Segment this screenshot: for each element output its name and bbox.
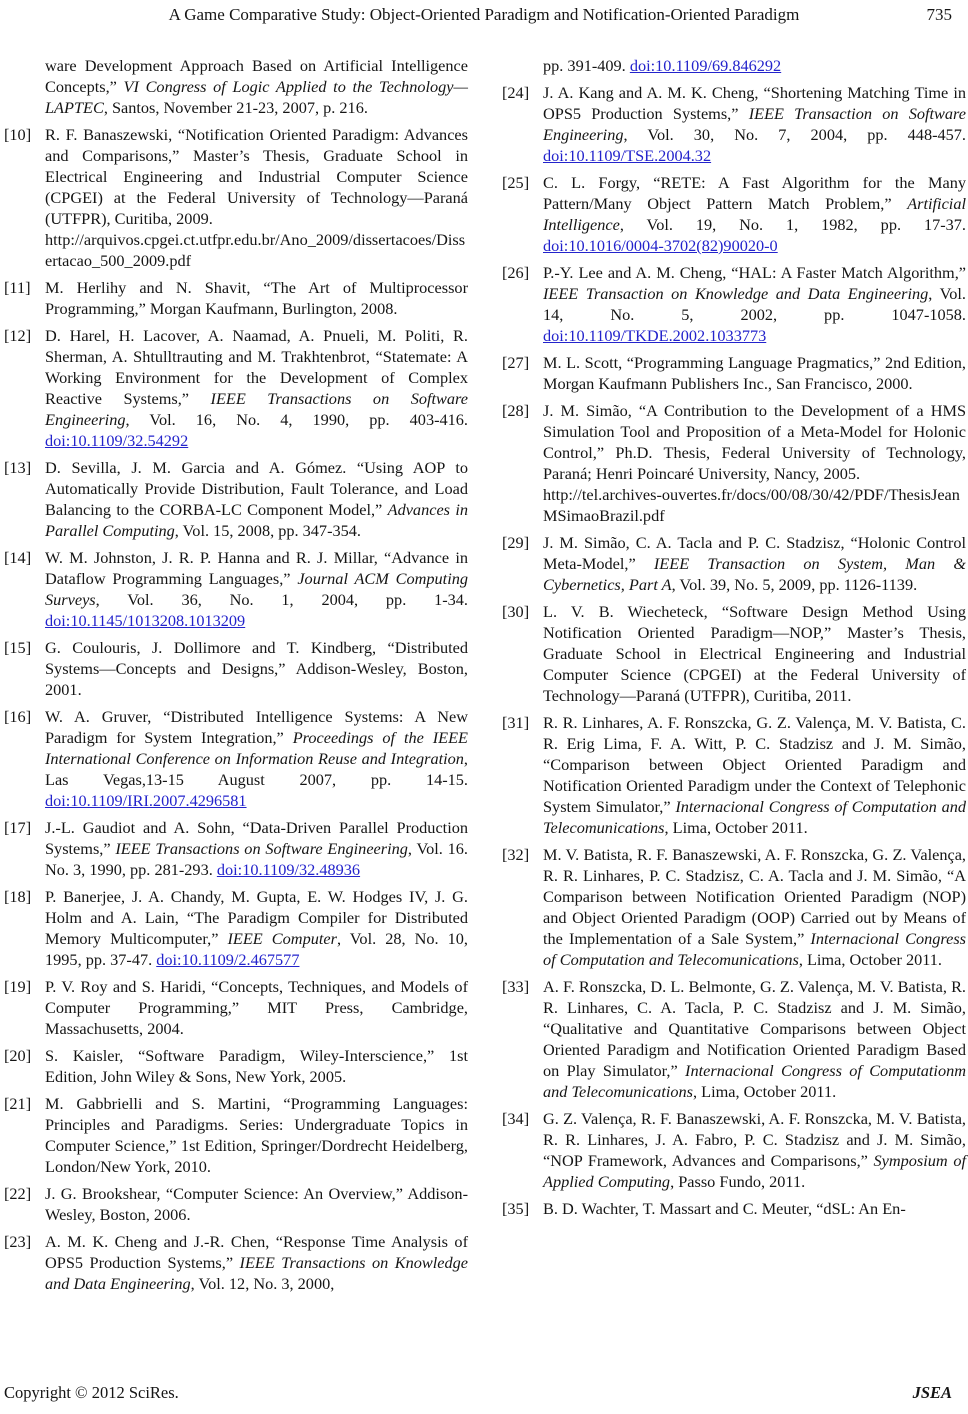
reference-item xyxy=(4,325,468,451)
venue-name: Advances in Parallel Computing xyxy=(45,500,468,540)
venue-name: Proceedings of the IEEE International Conference on Information Reuse and Integration xyxy=(45,728,468,768)
reference-number: [22] xyxy=(4,1184,32,1203)
reference-run: , Vol. 12, No. 3, 2000, xyxy=(190,1274,335,1293)
reference-number: [25] xyxy=(502,173,530,192)
reference-text xyxy=(543,976,966,1102)
venue-name: IEEE Transactions on Knowledge and Data Engineering xyxy=(45,1253,468,1293)
reference-item xyxy=(502,532,966,595)
reference-item xyxy=(502,82,966,166)
reference-run: M. Herlihy and N. Shavit, “The Art of Multiprocessor Programming,” Morgan Kaufmann, Burlington, 2008. xyxy=(45,278,468,318)
reference-run: W. M. Johnston, J. R. P. Hanna and R. J. Millar, “Advance in Dataflow Programming Languages,” xyxy=(45,548,468,588)
reference-run: A. M. K. Cheng and J.-R. Chen, “Response Time Analysis of OPS5 Production Systems,” xyxy=(45,1232,468,1272)
page-header xyxy=(0,5,968,31)
reference-text xyxy=(45,55,468,118)
url-text: http://tel.archives-ouvertes.fr/docs/00/08/30/42/PDF/ThesisJeanMSimaoBrazil.pdf xyxy=(543,485,960,525)
reference-number: [24] xyxy=(502,83,530,102)
references-column-left xyxy=(4,55,468,1300)
reference-run: S. Kaisler, “Software Paradigm, Wiley-Interscience,” 1st Edition, John Wiley & Sons, New York, 2005. xyxy=(45,1046,468,1086)
reference-run: D. Sevilla, J. M. Garcia and A. Gómez. “Using AOP to Automatically Provide Distribution, Fault Tolerance, and Load Balancing to the CORBA-LC Component Model,” xyxy=(45,458,468,519)
reference-text xyxy=(45,1045,468,1087)
reference-run: J. M. Simão, “A Contribution to the Development of a HMS Simulation Tool and Proposition of a Meta-Model for Holonic Control,” Ph.D. Thesis, Federal University of Technology, Paraná; Henri Poincaré University, Nancy, 2005. xyxy=(543,401,966,483)
reference-continuation xyxy=(502,55,966,76)
reference-item xyxy=(502,601,966,706)
reference-number: [17] xyxy=(4,818,32,837)
reference-number: [10] xyxy=(4,125,32,144)
reference-run: P. V. Roy and S. Haridi, “Concepts, Techniques, and Models of Computer Programming,” MIT Press, Cambridge, Massachusetts, 2004. xyxy=(45,977,468,1038)
reference-item xyxy=(4,1183,468,1225)
reference-text xyxy=(45,325,468,451)
reference-item xyxy=(4,277,468,319)
doi-link[interactable]: doi:10.1109/69.846292 xyxy=(629,56,782,75)
reference-item xyxy=(4,124,468,271)
venue-name: IEEE Transactions on Software Engineering xyxy=(115,839,408,858)
doi-link[interactable]: doi:10.1109/32.48936 xyxy=(216,860,361,879)
reference-item xyxy=(502,262,966,346)
reference-item xyxy=(502,1198,966,1219)
reference-run: M. L. Scott, “Programming Language Pragmatics,” 2nd Edition, Morgan Kaufmann Publishers Inc., San Francisco, 2000. xyxy=(543,353,966,393)
reference-number: [27] xyxy=(502,353,530,372)
copyright-notice: Copyright © 2012 SciRes. xyxy=(4,1383,179,1402)
reference-run: , Santos, November 21-23, 2007, p. 216. xyxy=(103,98,368,117)
doi-link[interactable]: doi:10.1109/32.54292 xyxy=(45,431,189,450)
reference-run: P.-Y. Lee and A. M. Cheng, “HAL: A Faster Match Algorithm,” xyxy=(543,263,966,282)
page-number: 735 xyxy=(926,5,952,24)
reference-item xyxy=(502,712,966,838)
reference-text xyxy=(543,1198,966,1219)
reference-run: G. Z. Valença, R. F. Banaszewski, A. F. Ronszcka, M. V. Batista, R. R. Linhares, J. A. Fabro, P. C. Stadzisz and J. M. Simão, “NOP Framework, Advances and Comparisons,” xyxy=(543,1109,966,1170)
venue-name: Symposium of Applied Computing xyxy=(543,1151,966,1191)
references-column-right xyxy=(502,55,966,1225)
reference-continuation xyxy=(4,55,468,118)
reference-number: [29] xyxy=(502,533,530,552)
reference-number: [21] xyxy=(4,1094,32,1113)
reference-item xyxy=(4,706,468,811)
reference-run: L. V. B. Wiecheteck, “Software Design Method Using Notification Oriented Paradigm—NOP,” Master’s Thesis, Graduate School in Electrical Engineering and Industrial Computer Science (CPGEI) at the Federal University of Technology—Paraná (UTFPR), Curitiba, 2011. xyxy=(543,602,966,705)
reference-item xyxy=(502,1108,966,1192)
reference-text xyxy=(45,976,468,1039)
reference-number: [30] xyxy=(502,602,530,621)
reference-run: J. G. Brookshear, “Computer Science: An Overview,” Addison-Wesley, Boston, 2006. xyxy=(45,1184,468,1224)
reference-text xyxy=(45,457,468,541)
reference-item xyxy=(4,976,468,1039)
reference-number: [13] xyxy=(4,458,32,477)
venue-name: VI Congress of Logic Applied to the Technology—LAPTEC xyxy=(45,77,468,117)
venue-name: Journal ACM Computing Surveys xyxy=(45,569,469,609)
reference-item xyxy=(4,637,468,700)
doi-link[interactable]: doi:10.1109/2.467577 xyxy=(156,950,300,969)
reference-number: [31] xyxy=(502,713,530,732)
reference-number: [33] xyxy=(502,977,530,996)
reference-text xyxy=(543,532,966,595)
page-footer xyxy=(4,1383,952,1403)
reference-text xyxy=(543,844,966,970)
reference-item xyxy=(4,1045,468,1087)
reference-run: M. V. Batista, R. F. Banaszewski, A. F. Ronszcka, G. Z. Valença, R. R. Linhares, P. C. Stadzisz, C. A. Tacla and J. M. Simão, “A Comparison between Notification Oriented Paradigm (NOP) and Object Oriented Paradigm (OOP) Carried out by Means of the Implementation of a Sale System,” xyxy=(543,845,966,948)
venue-name: IEEE Transaction on Knowledge and Data Engineering xyxy=(543,284,929,303)
reference-number: [11] xyxy=(4,278,31,297)
reference-text xyxy=(543,55,966,76)
reference-item xyxy=(4,1231,468,1294)
venue-name: IEEE Computer xyxy=(227,929,337,948)
reference-text xyxy=(45,706,468,811)
reference-text xyxy=(45,637,468,700)
reference-run: R. R. Linhares, A. F. Ronszcka, G. Z. Valença, M. V. Batista, C. R. Erig Lima, F. A. Witt, P. C. Stadzisz and J. M. Simão, “Comparison between Object Oriented Paradigm and Notification Oriented Paradigm under the Context of Telephonic System Simulator,” xyxy=(543,713,966,816)
reference-run: , Vol. 16, No. 4, 1990, pp. 403-416. xyxy=(125,410,468,429)
reference-run: C. L. Forgy, “RETE: A Fast Algorithm for the Many Pattern/Many Object Pattern Match Problem,” xyxy=(543,173,966,213)
reference-text xyxy=(45,1183,468,1225)
reference-number: [19] xyxy=(4,977,32,996)
reference-text xyxy=(543,712,966,838)
reference-number: [12] xyxy=(4,326,32,345)
doi-link[interactable]: doi:10.1109/TSE.2004.32 xyxy=(543,146,712,165)
reference-run: , Las Vegas,13-15 August 2007, pp. 14-15. xyxy=(45,749,468,789)
reference-text xyxy=(543,1108,966,1192)
reference-number: [32] xyxy=(502,845,530,864)
reference-run: , Lima, October 2011. xyxy=(693,1082,837,1101)
reference-text xyxy=(543,601,966,706)
reference-run: W. A. Gruver, “Distributed Intelligence Systems: A New Paradigm for System Integration,” xyxy=(45,707,468,747)
venue-name: Internacional Congress of Computation and Telecomunications xyxy=(543,797,967,837)
reference-text xyxy=(543,400,966,526)
url-text: http://arquivos.cpgei.ct.utfpr.edu.br/Ano_2009/dissertacoes/Dissertacao_500_2009.pdf xyxy=(45,230,466,270)
reference-run: A. F. Ronszcka, D. L. Belmonte, G. Z. Valença, M. V. Batista, R. R. Linhares, C. A. Tacla, P. C. Stadzisz and J. M. Simão, “Qualitative and Quantitative Comparisons between Object Oriented Paradigm and Notification Oriented Paradigm Based on Play Simulator,” xyxy=(543,977,966,1080)
reference-text xyxy=(543,172,966,256)
reference-item xyxy=(502,976,966,1102)
doi-link[interactable]: doi:10.1109/TKDE.2002.1033773 xyxy=(543,326,767,345)
reference-number: [28] xyxy=(502,401,530,420)
venue-name: Artificial Intelligence xyxy=(543,194,966,234)
reference-run: D. Harel, H. Lacover, A. Naamad, A. Pnueli, M. Politi, R. Sherman, A. Shtulltrauting and M. Trakhtenbrot, “Statemate: A Working Environment for the Development of Complex Reactive Systems,” xyxy=(45,326,468,408)
reference-run: , Passo Fundo, 2011. xyxy=(670,1172,806,1191)
reference-item xyxy=(4,547,468,631)
reference-text xyxy=(543,82,966,166)
reference-run: B. D. Wachter, T. Massart and C. Meuter, “dSL: An En- xyxy=(543,1199,906,1218)
reference-number: [26] xyxy=(502,263,530,282)
reference-number: [14] xyxy=(4,548,32,567)
reference-number: [23] xyxy=(4,1232,32,1251)
venue-name: IEEE Transaction on System, Man & Cybernetics, Part A xyxy=(543,554,967,594)
reference-run: R. F. Banaszewski, “Notification Oriented Paradigm: Advances and Comparisons,” Master’s Thesis, Graduate School in Electrical Engineering and Industrial Computer Science (CPGEI) at the Federal University of Technology—Paraná (UTFPR), Curitiba, 2009. xyxy=(45,125,468,228)
venue-name: IEEE Transaction on Software Engineering xyxy=(543,104,966,144)
reference-run: M. Gabbrielli and S. Martini, “Programming Languages: Principles and Paradigms. Series: Undergraduate Topics in Computer Science,” 1st Edition, Springer/Dordrecht Heidelberg, London/New York, 2010. xyxy=(45,1094,468,1176)
reference-run: , Vol. 19, No. 1, 1982, pp. 17-37. xyxy=(619,215,966,234)
reference-number: [15] xyxy=(4,638,32,657)
reference-item xyxy=(4,817,468,880)
reference-text xyxy=(45,886,468,970)
reference-text xyxy=(543,262,966,346)
reference-text xyxy=(45,547,468,631)
reference-number: [35] xyxy=(502,1199,530,1218)
reference-run: , Vol. 30, No. 7, 2004, pp. 448-457. xyxy=(623,125,966,144)
reference-run: , Vol. 14, No. 5, 2002, pp. 1047-1058. xyxy=(543,284,966,324)
reference-number: [34] xyxy=(502,1109,530,1128)
reference-item xyxy=(4,457,468,541)
reference-text xyxy=(543,352,966,394)
reference-run: , Lima, October 2011. xyxy=(664,818,808,837)
reference-item xyxy=(502,844,966,970)
reference-run: , Vol. 36, No. 1, 2004, pp. 1-34. xyxy=(95,590,468,609)
reference-run: J. M. Simão, C. A. Tacla and P. C. Stadzisz, “Holonic Control Meta-Model,” xyxy=(543,533,966,573)
reference-item xyxy=(502,352,966,394)
journal-abbreviation: JSEA xyxy=(912,1383,952,1402)
reference-text xyxy=(45,124,468,271)
venue-name: IEEE Transactions on Software Engineering xyxy=(45,389,468,429)
reference-text xyxy=(45,277,468,319)
reference-run: pp. 391-409. xyxy=(543,56,630,75)
venue-name: Internacional Congress of Computation and Telecomunications xyxy=(543,929,967,969)
venue-name: Internacional Congress of Computationm and Telecomunications xyxy=(543,1061,966,1101)
doi-link[interactable]: doi:10.1109/IRI.2007.4296581 xyxy=(45,791,247,810)
reference-item xyxy=(502,172,966,256)
reference-run: ware Development Approach Based on Artificial Intelligence Concepts,” xyxy=(45,56,468,96)
running-head-title: A Game Comparative Study: Object-Oriented Paradigm and Notification-Oriented Paradigm xyxy=(168,5,800,24)
reference-item xyxy=(502,400,966,526)
reference-text xyxy=(45,1231,468,1294)
reference-run: , Vol. 28, No. 10, 1995, pp. 37-47. xyxy=(45,929,468,969)
reference-run: , Lima, October 2011. xyxy=(798,950,943,969)
references-section xyxy=(4,55,966,1300)
reference-run: , Vol. 16. No. 3, 1990, pp. 281-293. xyxy=(45,839,468,879)
reference-text xyxy=(45,1093,468,1177)
reference-run: , Vol. 39, No. 5, 2009, pp. 1126-1139. xyxy=(671,575,918,594)
reference-run: J.-L. Gaudiot and A. Sohn, “Data-Driven Parallel Production Systems,” xyxy=(45,818,468,858)
reference-run: G. Coulouris, J. Dollimore and T. Kindberg, “Distributed Systems—Concepts and Designs,” Addison-Wesley, Boston, 2001. xyxy=(45,638,468,699)
reference-run: , Vol. 15, 2008, pp. 347-354. xyxy=(174,521,361,540)
reference-number: [18] xyxy=(4,887,32,906)
reference-run: P. Banerjee, J. A. Chandy, M. Gupta, E. W. Hodges IV, J. G. Holm and A. Lain, “The Paradigm Compiler for Distributed Memory Multicomputer,” xyxy=(45,887,468,948)
reference-run: J. A. Kang and A. M. K. Cheng, “Shortening Matching Time in OPS5 Production Systems,” xyxy=(543,83,966,123)
doi-link[interactable]: doi:10.1145/1013208.1013209 xyxy=(45,611,246,630)
reference-text xyxy=(45,817,468,880)
reference-number: [20] xyxy=(4,1046,32,1065)
doi-link[interactable]: doi:10.1016/0004-3702(82)90020-0 xyxy=(543,236,778,255)
reference-number: [16] xyxy=(4,707,32,726)
reference-item xyxy=(4,886,468,970)
reference-item xyxy=(4,1093,468,1177)
